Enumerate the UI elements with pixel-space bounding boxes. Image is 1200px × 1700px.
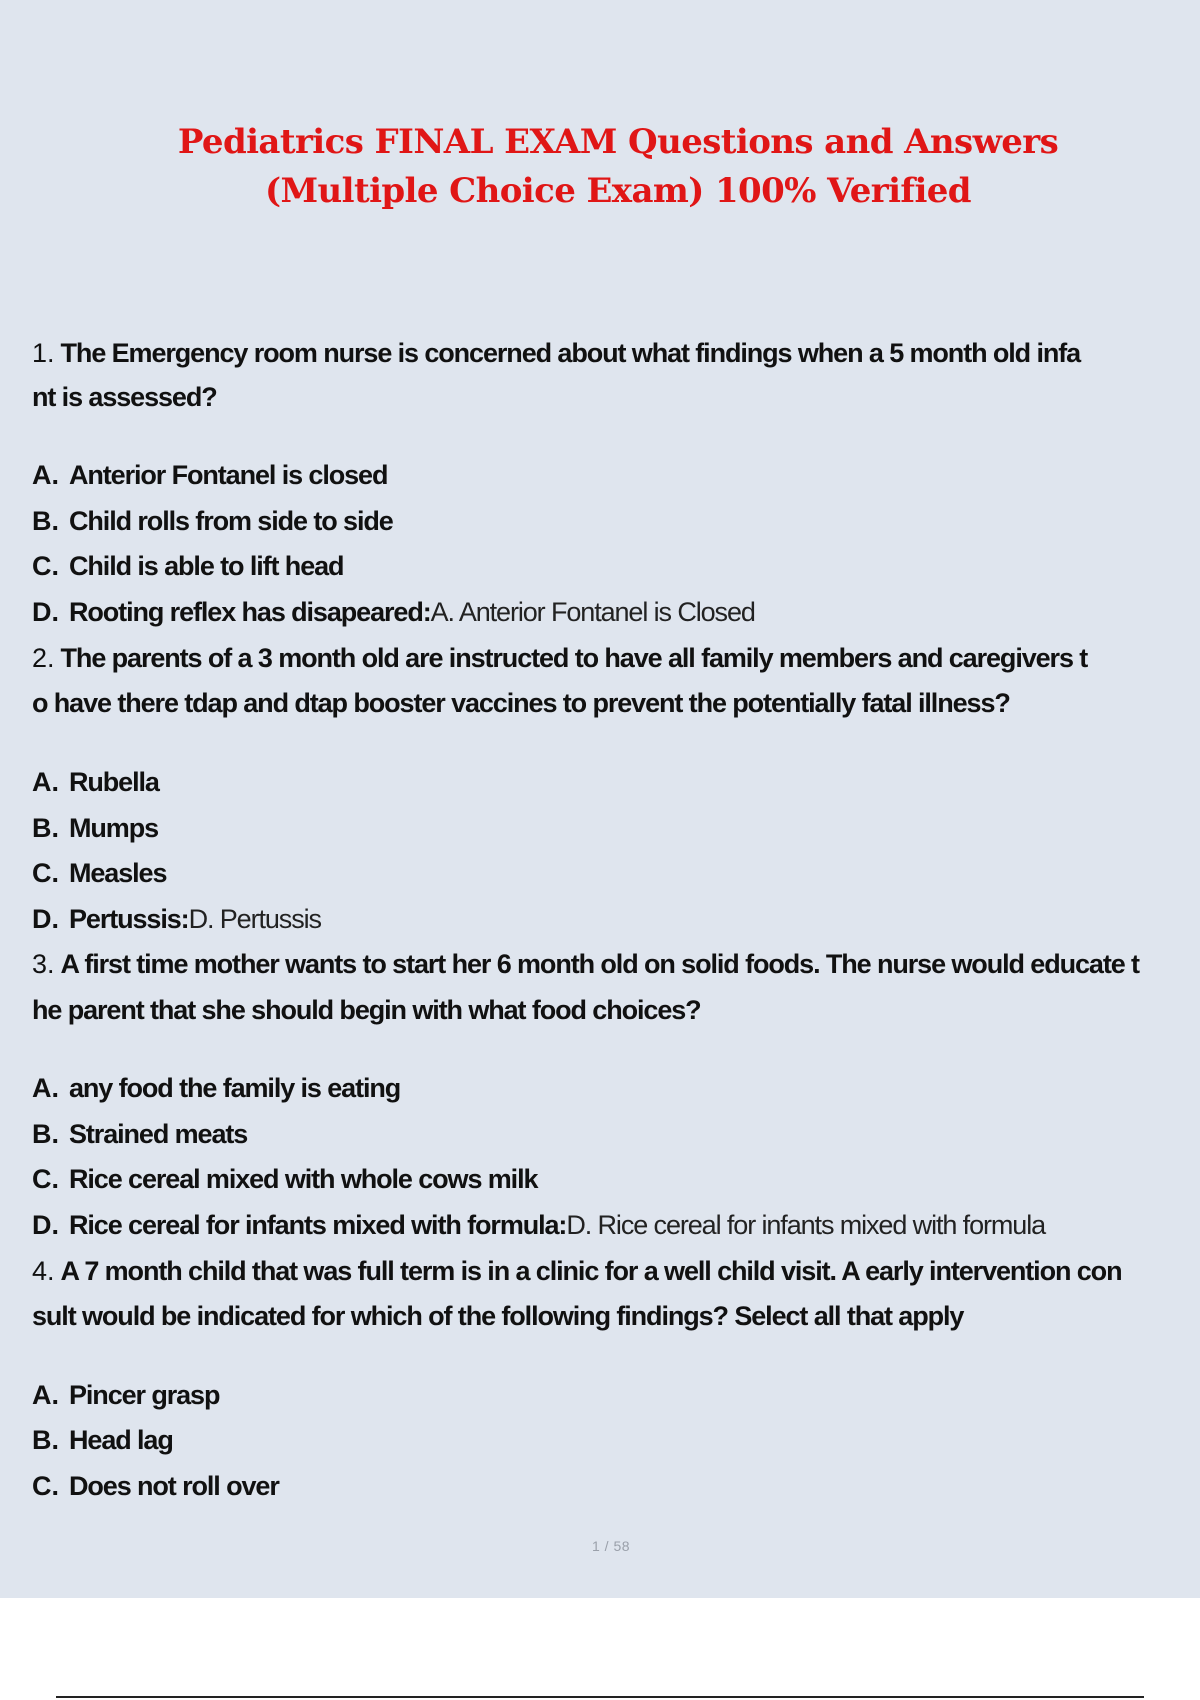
question-3-option-c xyxy=(32,1162,537,1196)
question-number: 4. xyxy=(32,1256,55,1286)
question-3-stem-line-2 xyxy=(32,993,701,1027)
answer-key: D. Rice cereal for infants mixed with formula xyxy=(566,1210,1046,1240)
option-text: Mumps xyxy=(69,813,159,843)
question-4-option-c xyxy=(32,1469,279,1503)
option-text: Anterior Fontanel is closed xyxy=(69,460,388,490)
question-2-option-c xyxy=(32,856,166,890)
question-2-stem-line-1 xyxy=(32,641,1087,675)
option-text: Rice cereal mixed with whole cows milk xyxy=(69,1164,538,1194)
option-letter: C. xyxy=(32,1471,59,1501)
footer-divider xyxy=(56,1696,1144,1698)
option-text: any food the family is eating xyxy=(69,1073,401,1103)
option-text: Rice cereal for infants mixed with formula: xyxy=(69,1210,567,1240)
question-text: nt is assessed? xyxy=(32,382,217,412)
option-letter: C. xyxy=(32,551,59,581)
option-text: Pertussis: xyxy=(69,904,189,934)
question-3-option-a xyxy=(32,1071,400,1105)
document-title xyxy=(0,118,1200,216)
option-letter: B. xyxy=(32,813,59,843)
question-1-stem-line-2 xyxy=(32,380,217,414)
question-4-stem-line-2 xyxy=(32,1299,963,1333)
option-letter: A. xyxy=(32,1380,59,1410)
option-letter: D. xyxy=(32,597,59,627)
question-2-option-d xyxy=(32,902,321,936)
page-counter: 1 / 58 xyxy=(591,1538,631,1554)
question-text: he parent that she should begin with what food choices? xyxy=(32,995,701,1025)
question-2-stem-line-2 xyxy=(32,686,1010,720)
option-letter: B. xyxy=(32,1119,59,1149)
option-text: Pincer grasp xyxy=(69,1380,220,1410)
option-text: Rubella xyxy=(69,767,159,797)
question-text: The parents of a 3 month old are instructed to have all family members and caregivers t xyxy=(60,643,1088,673)
option-text: Head lag xyxy=(69,1425,173,1455)
question-4-option-b xyxy=(32,1423,173,1457)
answer-key: D. Pertussis xyxy=(188,904,321,934)
question-1-option-a xyxy=(32,458,387,492)
option-letter: D. xyxy=(32,1210,59,1240)
option-text: Does not roll over xyxy=(69,1471,279,1501)
option-text: Rooting reflex has disapeared: xyxy=(69,597,431,627)
question-3-stem-line-1 xyxy=(32,947,1139,981)
option-letter: B. xyxy=(32,1425,59,1455)
question-2-option-a xyxy=(32,765,159,799)
option-text: Measles xyxy=(69,858,167,888)
question-text: sult would be indicated for which of the following findings? Select all that apply xyxy=(32,1301,964,1331)
answer-key: A. Anterior Fontanel is Closed xyxy=(430,597,755,627)
option-letter: A. xyxy=(32,1073,59,1103)
question-2-option-b xyxy=(32,811,158,845)
question-4-stem-line-1 xyxy=(32,1254,1121,1288)
option-text: Child is able to lift head xyxy=(69,551,344,581)
option-text: Child rolls from side to side xyxy=(69,506,393,536)
option-letter: B. xyxy=(32,506,59,536)
option-text: Strained meats xyxy=(69,1119,248,1149)
document-title-line-1: Pediatrics FINAL EXAM Questions and Answers xyxy=(177,122,1059,162)
question-number: 2. xyxy=(32,643,55,673)
option-letter: A. xyxy=(32,460,59,490)
option-letter: C. xyxy=(32,858,59,888)
question-text: A first time mother wants to start her 6 month old on solid foods. The nurse would educate t xyxy=(60,949,1139,979)
option-letter: C. xyxy=(32,1164,59,1194)
option-letter: A. xyxy=(32,767,59,797)
question-text: The Emergency room nurse is concerned about what findings when a 5 month old infa xyxy=(60,338,1081,368)
question-text: o have there tdap and dtap booster vaccines to prevent the potentially fatal illness? xyxy=(32,688,1010,718)
question-1-option-d xyxy=(32,595,755,629)
document-title-line-2: (Multiple Choice Exam) 100% Verified xyxy=(265,171,971,211)
question-1-option-b xyxy=(32,504,393,538)
question-3-option-d xyxy=(32,1208,1045,1242)
question-4-option-a xyxy=(32,1378,219,1412)
question-text: A 7 month child that was full term is in a clinic for a well child visit. A early intervention con xyxy=(60,1256,1122,1286)
option-letter: D. xyxy=(32,904,59,934)
question-number: 1. xyxy=(32,338,55,368)
question-1-option-c xyxy=(32,549,343,583)
question-1-stem-line-1 xyxy=(32,336,1080,370)
question-number: 3. xyxy=(32,949,55,979)
question-3-option-b xyxy=(32,1117,247,1151)
